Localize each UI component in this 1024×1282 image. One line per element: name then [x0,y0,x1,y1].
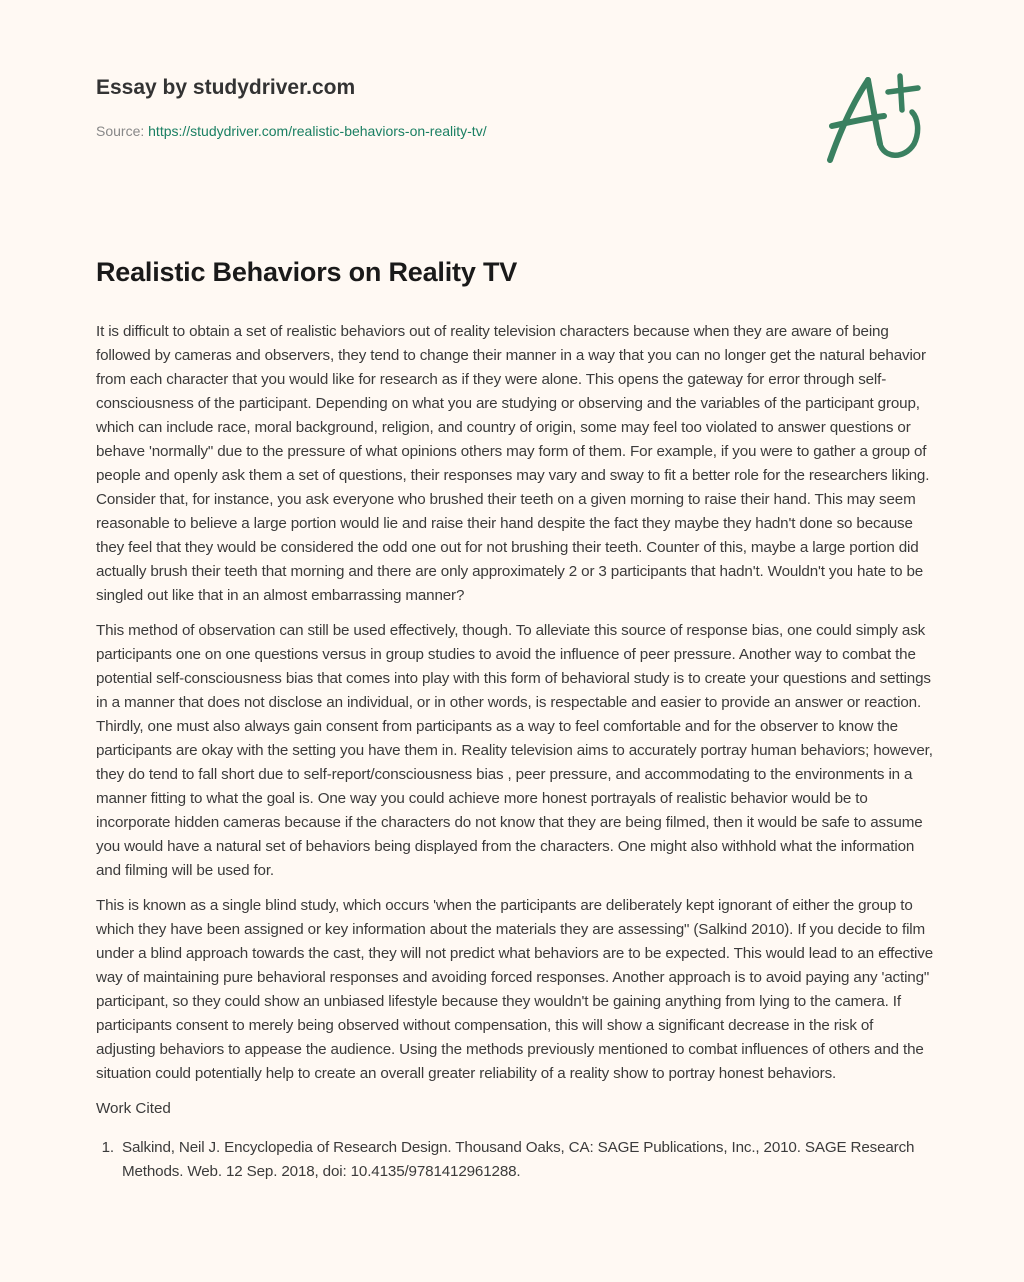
paragraph-3: This is known as a single blind study, which occurs 'when the participants are deliberately kept ignorant of either the group to which they have been assigned or key information about the materials they are assessing" (Salkind 2010). If you decide to film under a blind approach towards the cast, they will not predict what behaviors are to be expected. This would lead to an effective way of maintaining pure behavioral responses and avoiding forced responses. Another approach is to avoid paying any 'acting" participant, so they could show an unbiased lifestyle because they wouldn't be gaining anything from lying to the camera. If participants consent to merely being observed without compensation, this will show a significant decrease in the risk of adjusting behaviors to appease the audience. Using the methods previously mentioned to combat influences of others and the situation could potentially help to create an overall greater reliability of a reality show to portray honest behaviors. [96,897,934,1082]
citation-item: 1. Salkind, Neil J. Encyclopedia of Research Design. Thousand Oaks, CA: SAGE Publications, Inc., 2010. SAGE Research Methods. Web. 12 Sep. 2018, doi: 10.4135/9781412961288. [118,1136,934,1184]
works-cited-heading: Work Cited [96,1100,171,1117]
paragraph-2: This method of observation can still be used effectively, though. To alleviate this source of response bias, one could simply ask participants one on one questions versus in group studies to avoid the influence of peer pressure. Another way to combat the potential self-consciousness bias that comes into play with this form of behavioral study is to create your questions and settings in a manner that does not disclose an individual, or in other words, is respectable and easier to provide an answer or reaction. Thirdly, one must also always gain consent from participants as a way to feel comfortable and for the observer to know the participants are okay with the setting you have them in. Reality television aims to accurately portray human behaviors; however, they do tend to fall short due to self-report/consciousness bias , peer pressure, and accommodating to the environments in a manner fitting to what the goal is. One way you could achieve more honest portrayals of realistic behavior would be to incorporate hidden cameras because if the characters do not know that they are being filmed, then it would be safe to assume you would have a natural set of behaviors being displayed from the characters. One might also withhold what the information and filming will be used for. [96,622,933,879]
site-header [96,74,796,140]
source-line [96,122,796,140]
article [96,252,934,1184]
source-label: Source: [96,123,145,139]
paragraph-1: It is difficult to obtain a set of realistic behaviors out of reality television characters because when they are aware of being followed by cameras and observers, they tend to change their manner in a way that you can no longer get the natural behavior from each character that you would like for research as if they were alone. This opens the gateway for error through self-consciousness of the participant. Depending on what you are studying or observing and the variables of the participant group, which can include race, moral background, religion, and country of origin, some may feel too violated to answer questions or behave 'normally" due to the pressure of what opinions others may form of them. For example, if you were to gather a group of people and openly ask them a set of questions, their responses may vary and sway to fit a better role for the researchers liking. Consider that, for instance, you ask everyone who brushed their teeth on a given morning to raise their hand. This may seem reasonable to believe a large portion would lie and raise their hand despite the fact they maybe they hadn't done so because they feel that they would be considered the odd one out for not brushing their teeth. Counter of this, maybe a large portion did actually brush their teeth that morning and there are only approximately 2 or 3 participants that hadn't. Wouldn't you hate to be singled out like that in an almost embarrassing manner? [96,323,930,604]
a-plus-grade-icon [822,66,926,164]
source-link[interactable]: https://studydriver.com/realistic-behaviors-on-reality-tv/ [148,123,487,139]
citation-list [96,1136,934,1184]
site-title: Essay by studydriver.com [96,76,356,99]
page-title: Realistic Behaviors on Reality TV [96,257,518,287]
